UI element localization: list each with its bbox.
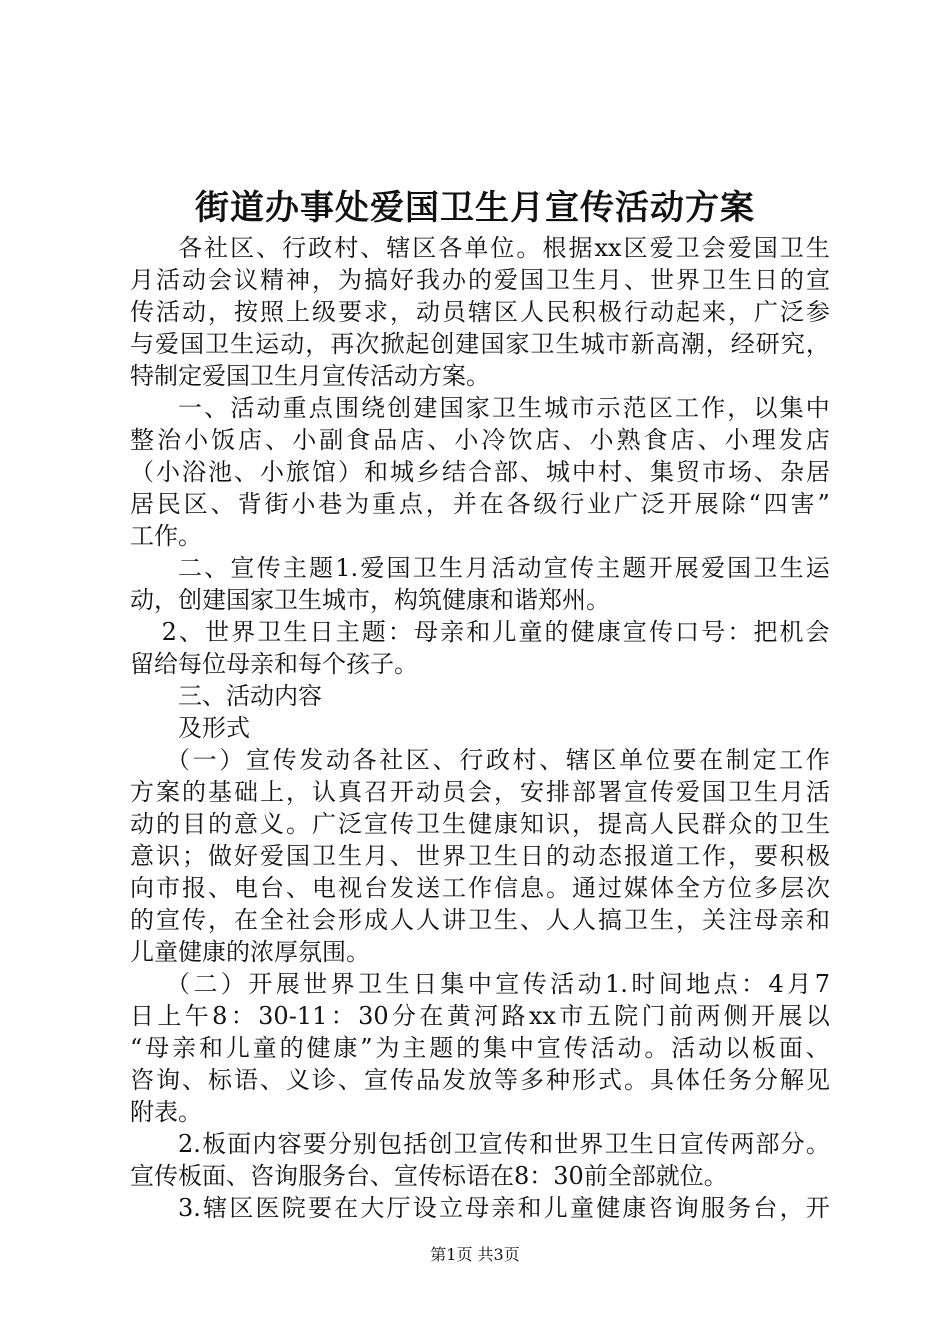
- body-line: 传 活 动 ， 按 照 上 级 要 求 ， 动 员 辖 区 人 民 积 极 行 动 起 来 ， 广 泛 参: [130, 298, 830, 326]
- body-line: 2. 板 面 内 容 要 分 别 包 括 创 卫 宣 传 和 世 界 卫 生 日 宣 传 两 部 分 。: [130, 1130, 830, 1158]
- body-line: 各 社 区 、 行 政 村 、 辖 区 各 单 位 。 根 据 xx 区 爱 卫 会 爱 国 卫 生: [130, 234, 830, 262]
- body-line: 儿童健康的浓厚氛围。: [130, 938, 370, 966]
- document-body: [130, 232, 830, 1224]
- body-line: 动 的 目 的 意 义 。 广 泛 宣 传 卫 生 健 康 知 识 ， 提 高 人 民 群 众 的 卫 生: [130, 810, 830, 838]
- body-line: 二 、 宣 传 主 题 1. 爱 国 卫 生 月 活 动 宣 传 主 题 开 展 爱 国 卫 生 运: [130, 554, 830, 582]
- body-line: 特制定爱国卫生月宣传活动方案。: [130, 362, 490, 390]
- body-line: 的 宣 传 ， 在 全 社 会 形 成 人 人 讲 卫 生 、 人 人 搞 卫 生 ， 关 注 母 亲 和: [130, 906, 830, 934]
- body-line: 一 、 活 动 重 点 围 绕 创 建 国 家 卫 生 城 市 示 范 区 工 作 ， 以 集 中: [130, 394, 830, 422]
- body-line: 咨 询 、 标 语 、 义 诊 、 宣 传 品 发 放 等 多 种 形 式 。 具 体 任 务 分 解 见: [130, 1066, 830, 1094]
- body-line: （ 小 浴 池 、 小 旅 馆 ） 和 城 乡 结 合 部 、 城 中 村 、 集 贸 市 场 、 杂 居: [130, 458, 830, 486]
- body-line: 方 案 的 基 础 上 ， 认 真 召 开 动 员 会 ， 安 排 部 署 宣 传 爱 国 卫 生 月 活: [130, 778, 830, 806]
- body-line: （ 一 ） 宣 传 发 动 各 社 区 、 行 政 村 、 辖 区 单 位 要 在 制 定 工 作: [130, 746, 830, 774]
- body-line: 3. 辖 区 医 院 要 在 大 厅 设 立 母 亲 和 儿 童 健 康 咨 询 服 务 台 ， 开: [130, 1194, 830, 1222]
- document-title: 街道办事处爱国卫生月宣传活动方案: [195, 188, 755, 228]
- body-line: 三、活动内容: [130, 682, 322, 710]
- body-line: 及形式: [130, 714, 250, 742]
- body-line: 与 爱 国 卫 生 运 动 ， 再 次 掀 起 创 建 国 家 卫 生 城 市 新 高 潮 ， 经 研 究 ，: [130, 330, 830, 358]
- body-line: 2 、 世 界 卫 生 日 主 题 ： 母 亲 和 儿 童 的 健 康 宣 传 口 号 ： 把 机 会: [130, 618, 830, 646]
- body-line: 日 上 午 8 ： 30-11 ： 30 分 在 黄 河 路 xx 市 五 院 门 前 两 侧 开 展 以: [130, 1002, 830, 1030]
- body-line: 附表。: [130, 1098, 202, 1126]
- body-line: 居 民 区 、 背 街 小 巷 为 重 点 ， 并 在 各 级 行 业 广 泛 开 展 除 “ 四 害 ”: [130, 490, 830, 518]
- body-line: “ 母 亲 和 儿 童 的 健 康 ” 为 主 题 的 集 中 宣 传 活 动 。 活 动 以 板 面 、: [130, 1034, 830, 1062]
- body-line: 宣传板面、咨询服务台、宣传标语在8：30前全部就位。: [130, 1162, 728, 1190]
- body-line: 留给每位母亲和每个孩子。: [130, 650, 418, 678]
- body-line: 动，创建国家卫生城市，构筑健康和谐郑州。: [130, 586, 610, 614]
- body-line: 向 市 报 、 电 台 、 电 视 台 发 送 工 作 信 息 。 通 过 媒 体 全 方 位 多 层 次: [130, 874, 830, 902]
- body-line: 月 活 动 会 议 精 神 ， 为 搞 好 我 办 的 爱 国 卫 生 月 、 世 界 卫 生 日 的 宣: [130, 266, 830, 294]
- body-line: （ 二 ） 开 展 世 界 卫 生 日 集 中 宣 传 活 动 1. 时 间 地 点 ： 4 月 7: [130, 970, 830, 998]
- body-line: 整 治 小 饭 店 、 小 副 食 品 店 、 小 冷 饮 店 、 小 熟 食 店 、 小 理 发 店: [130, 426, 830, 454]
- body-line: 工作。: [130, 522, 202, 550]
- page-footer: 第1页 共3页: [430, 1245, 520, 1264]
- body-line: 意 识 ； 做 好 爱 国 卫 生 月 、 世 界 卫 生 日 的 动 态 报 道 工 作 ， 要 积 极: [130, 842, 830, 870]
